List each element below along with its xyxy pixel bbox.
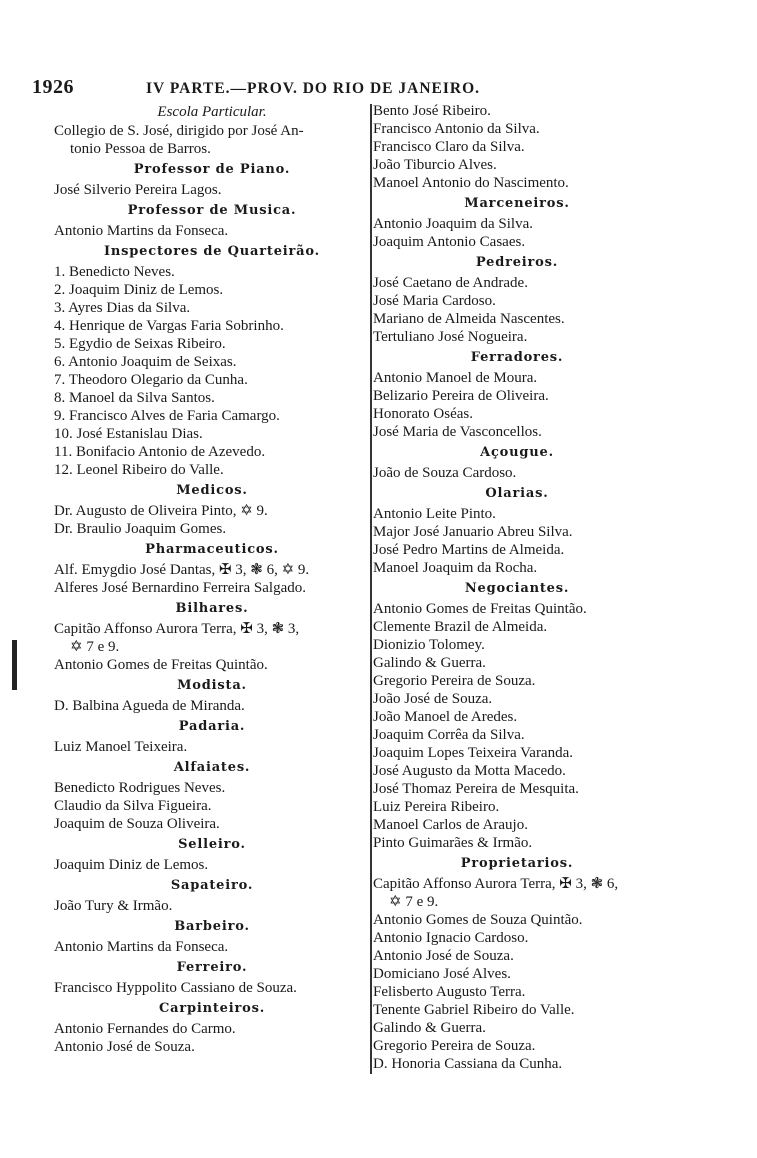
section-heading: Medicos. — [176, 482, 248, 498]
list-entry: Joaquim Antonio Casaes. — [373, 234, 526, 250]
list-entry: ✡ 7 e 9. — [389, 894, 439, 910]
list-entry: 11. Bonifacio Antonio de Azevedo. — [54, 444, 266, 460]
list-entry: 3. Ayres Dias da Silva. — [54, 300, 191, 316]
section-heading: Inspectores de Quarteirão. — [104, 243, 320, 259]
list-entry: Antonio Gomes de Freitas Quintão. — [373, 601, 587, 617]
section-heading: Açougue. — [480, 444, 554, 460]
list-entry: Manoel Carlos de Araujo. — [373, 817, 528, 833]
list-entry: Antonio Leite Pinto. — [373, 506, 496, 522]
list-entry: José Silverio Pereira Lagos. — [54, 182, 222, 198]
section-heading: Professor de Piano. — [133, 161, 291, 177]
section-heading: Olarias. — [485, 485, 549, 501]
right-column — [373, 102, 661, 1073]
section-heading: Negociantes. — [464, 580, 570, 596]
list-entry: Francisco Claro da Silva. — [373, 139, 525, 155]
column-divider — [370, 104, 372, 1074]
section-heading: Proprietarios. — [460, 855, 574, 871]
list-entry: João José de Souza. — [373, 691, 493, 707]
list-entry: Luiz Manoel Teixeira. — [54, 739, 188, 755]
list-entry: 6. Antonio Joaquim de Seixas. — [54, 354, 237, 370]
list-entry: Francisco Antonio da Silva. — [373, 121, 540, 137]
list-entry: José Thomaz Pereira de Mesquita. — [373, 781, 579, 797]
section-heading: Professor de Musica. — [127, 202, 297, 218]
section-heading: Barbeiro. — [174, 918, 250, 934]
list-entry: Collegio de S. José, dirigido por José An- — [54, 123, 304, 139]
list-entry: Clemente Brazil de Almeida. — [373, 619, 548, 635]
list-entry: 1. Benedicto Neves. — [54, 264, 175, 280]
section-heading: Padaria. — [178, 718, 246, 734]
list-entry: Benedicto Rodrigues Neves. — [54, 780, 226, 796]
list-entry: Galindo & Guerra. — [373, 1020, 486, 1036]
list-entry: Galindo & Guerra. — [373, 655, 486, 671]
list-entry: Antonio Ignacio Cardoso. — [373, 930, 529, 946]
list-entry: 10. José Estanislau Dias. — [54, 426, 203, 442]
list-entry: Alferes José Bernardino Ferreira Salgado. — [54, 580, 306, 596]
list-entry: Bento José Ribeiro. — [373, 103, 491, 119]
list-entry: Tertuliano José Nogueira. — [373, 329, 528, 345]
list-entry: Dr. Braulio Joaquim Gomes. — [54, 521, 227, 537]
list-entry: Joaquim Corrêa da Silva. — [373, 727, 525, 743]
list-entry: Luiz Pereira Ribeiro. — [373, 799, 500, 815]
list-entry: José Maria Cardoso. — [373, 293, 496, 309]
list-entry: Dionizio Tolomey. — [373, 637, 485, 653]
section-heading: Bilhares. — [175, 600, 249, 616]
list-entry: José Pedro Martins de Almeida. — [373, 542, 565, 558]
list-entry: Belizario Pereira de Oliveira. — [373, 388, 549, 404]
list-entry: Francisco Hyppolito Cassiano de Souza. — [54, 980, 297, 996]
list-entry: 5. Egydio de Seixas Ribeiro. — [54, 336, 226, 352]
list-entry: 12. Leonel Ribeiro do Valle. — [54, 462, 224, 478]
list-entry: 7. Theodoro Olegario da Cunha. — [54, 372, 248, 388]
list-entry: Alf. Emygdio José Dantas, ✠ 3, ❃ 6, ✡ 9. — [54, 562, 310, 578]
list-entry: 4. Henrique de Vargas Faria Sobrinho. — [54, 318, 284, 334]
list-entry: Antonio Martins da Fonseca. — [54, 223, 229, 239]
list-entry: Major José Januario Abreu Silva. — [373, 524, 573, 540]
list-entry: D. Honoria Cassiana da Cunha. — [373, 1056, 563, 1072]
section-heading: Pedreiros. — [475, 254, 559, 270]
section-heading: Selleiro. — [178, 836, 246, 852]
list-entry: Dr. Augusto de Oliveira Pinto, ✡ 9. — [54, 503, 268, 519]
list-entry: Capitão Affonso Aurora Terra, ✠ 3, ❃ 6, — [373, 876, 619, 892]
list-entry: José Caetano de Andrade. — [373, 275, 528, 291]
list-entry: José Maria de Vasconcellos. — [373, 424, 542, 440]
page-header-title: IV PARTE.—PROV. DO RIO DE JANEIRO. — [146, 80, 481, 97]
list-entry: Joaquim Diniz de Lemos. — [54, 857, 209, 873]
list-entry: Joaquim Lopes Teixeira Varanda. — [373, 745, 574, 761]
list-entry: tonio Pessoa de Barros. — [70, 141, 211, 157]
list-entry: Manoel Joaquim da Rocha. — [373, 560, 538, 576]
list-entry: 8. Manoel da Silva Santos. — [54, 390, 215, 406]
list-entry: Claudio da Silva Figueira. — [54, 798, 212, 814]
list-entry: Manoel Antonio do Nascimento. — [373, 175, 569, 191]
list-entry: Antonio Martins da Fonseca. — [54, 939, 229, 955]
list-entry: Pinto Guimarães & Irmão. — [373, 835, 533, 851]
section-heading: Sapateiro. — [170, 877, 254, 893]
list-entry: Antonio Manoel de Moura. — [373, 370, 538, 386]
section-heading: Modista. — [177, 677, 247, 693]
list-entry: D. Balbina Agueda de Miranda. — [54, 698, 245, 714]
section-heading: Ferradores. — [470, 349, 564, 365]
list-entry: Tenente Gabriel Ribeiro do Valle. — [373, 1002, 575, 1018]
section-heading: Carpinteiros. — [158, 1000, 266, 1016]
list-entry: Domiciano José Alves. — [373, 966, 511, 982]
list-entry: ✡ 7 e 9. — [70, 639, 120, 655]
list-entry: Antonio Gomes de Freitas Quintão. — [54, 657, 268, 673]
list-entry: João de Souza Cardoso. — [373, 465, 517, 481]
left-column — [54, 102, 370, 1056]
list-entry: Antonio José de Souza. — [54, 1039, 195, 1055]
list-entry: Antonio Fernandes do Carmo. — [54, 1021, 236, 1037]
list-entry: José Augusto da Motta Macedo. — [373, 763, 566, 779]
list-entry: Mariano de Almeida Nascentes. — [373, 311, 565, 327]
section-heading: Marceneiros. — [464, 195, 570, 211]
subsection-heading: Escola Particular. — [157, 104, 267, 120]
list-entry: 2. Joaquim Diniz de Lemos. — [54, 282, 224, 298]
list-entry: João Manoel de Aredes. — [373, 709, 518, 725]
list-entry: Honorato Oséas. — [373, 406, 473, 422]
section-heading: Ferreiro. — [176, 959, 248, 975]
list-entry: Antonio José de Souza. — [373, 948, 514, 964]
list-entry: Antonio Joaquim da Silva. — [373, 216, 533, 232]
section-heading: Pharmaceuticos. — [145, 541, 279, 557]
list-entry: Capitão Affonso Aurora Terra, ✠ 3, ❃ 3, — [54, 621, 300, 637]
section-heading: Alfaiates. — [173, 759, 251, 775]
page-number: 1926 — [32, 76, 74, 98]
scan-mark — [12, 640, 17, 690]
list-entry: Gregorio Pereira de Souza. — [373, 673, 536, 689]
list-entry: Felisberto Augusto Terra. — [373, 984, 526, 1000]
list-entry: Antonio Gomes de Souza Quintão. — [373, 912, 583, 928]
list-entry: 9. Francisco Alves de Faria Camargo. — [54, 408, 280, 424]
list-entry: João Tury & Irmão. — [54, 898, 173, 914]
list-entry: João Tiburcio Alves. — [373, 157, 497, 173]
list-entry: Gregorio Pereira de Souza. — [373, 1038, 536, 1054]
list-entry: Joaquim de Souza Oliveira. — [54, 816, 220, 832]
